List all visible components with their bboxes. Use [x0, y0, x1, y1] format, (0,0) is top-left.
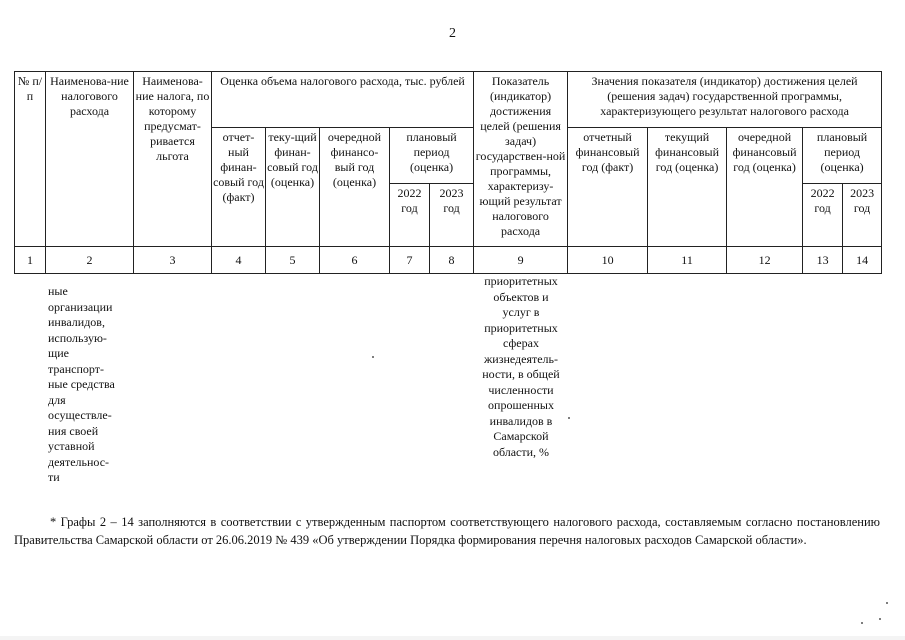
text-line: жизнедеятель-: [483, 351, 559, 366]
text-line: для: [48, 392, 66, 407]
scan-speck: [568, 417, 570, 419]
column-number: 4: [212, 247, 266, 274]
header-year-2022: 2022 год: [390, 184, 430, 247]
header-values-year-2022: 2022 год: [803, 184, 843, 247]
column-number: 8: [430, 247, 474, 274]
text-line: деятельнос-: [48, 454, 110, 469]
continuation-indicator-text: [471, 274, 571, 460]
column-number: 1: [15, 247, 46, 274]
text-line: приоритетных: [484, 274, 558, 288]
header-group-volume-estimate: Оценка объема налогового расхода, тыс. рублей: [212, 72, 474, 128]
column-number: 11: [648, 247, 727, 274]
text-line: численности: [488, 382, 554, 397]
header-values-year-2023: 2023 год: [843, 184, 882, 247]
column-number: 2: [46, 247, 134, 274]
scan-speck: [861, 622, 863, 624]
text-line: услуг в: [502, 305, 540, 319]
scan-edge: [0, 636, 905, 640]
column-number: 12: [727, 247, 803, 274]
text-line: ные средства: [48, 377, 115, 391]
header-tax-expense-name: Наименова-ние налогового расхода: [46, 72, 134, 247]
header-planned-period-values: плановый период (оценка): [803, 128, 882, 184]
text-line: объектов и: [493, 289, 549, 304]
column-number: 13: [803, 247, 843, 274]
column-number: 9: [474, 247, 568, 274]
text-line: ния своей: [48, 423, 99, 438]
continuation-tax-expense-text: [48, 284, 138, 486]
text-line: щие: [48, 346, 69, 360]
header-next-year: очередной финансо-вый год (оценка): [320, 128, 390, 247]
column-number: 3: [134, 247, 212, 274]
text-line: ности, в общей: [482, 367, 560, 381]
text-line: сферах: [503, 336, 539, 350]
text-line: приоритетных: [484, 320, 558, 335]
text-line: инвалидов в: [489, 413, 553, 428]
text-line: опрошенных: [488, 398, 554, 412]
text-line: ные: [48, 284, 68, 298]
scan-speck: [886, 602, 888, 604]
header-next-year-estimate: очередной финансовый год (оценка): [727, 128, 803, 247]
text-line: осуществле-: [48, 408, 112, 422]
column-number: 6: [320, 247, 390, 274]
column-number: 14: [843, 247, 882, 274]
header-current-year: теку-щий финан-совый год (оценка): [266, 128, 320, 247]
header-tax-name: Наименова-ние налога, по которому предусмат-ривается льгота: [134, 72, 212, 247]
text-line: транспорт-: [48, 361, 104, 376]
text-line: Самарской: [493, 429, 549, 443]
header-indicator: Показатель (индикатор) достижения целей (решения задач) государствен-ной программы, характеризу-ющий результат налогового расхода: [474, 72, 568, 247]
text-line: ти: [48, 470, 60, 484]
scan-speck: [372, 356, 374, 358]
text-line: инвалидов,: [48, 315, 105, 329]
column-number: 10: [568, 247, 648, 274]
header-group-indicator-values: Значения показателя (индикатор) достижения целей (решения задач) государственной программы, характеризующего результат налогового расхода: [568, 72, 882, 128]
tax-expense-table: [14, 71, 882, 274]
header-current-year-estimate: текущий финансовый год (оценка): [648, 128, 727, 247]
header-planned-period: плановый период (оценка): [390, 128, 474, 184]
column-number: 7: [390, 247, 430, 274]
page-number: 2: [449, 26, 456, 41]
text-line: организации: [48, 299, 113, 314]
text-line: уставной: [48, 439, 95, 453]
header-year-2023: 2023 год: [430, 184, 474, 247]
header-row-number: № п/п: [15, 72, 46, 247]
header-reporting-year-fact: отчетный финансовый год (факт): [568, 128, 648, 247]
header-reporting-year: отчет-ный финан-совый год (факт): [212, 128, 266, 247]
footnote: * Графы 2 – 14 заполняются в соответствии с утвержденным паспортом соответствующего налогового расхода, составляемым согласно постановлению Правительства Самарской области от 26.06.2019 № 439 «Об утверждении Порядка формирования перечня налоговых расходов Самарской области».: [14, 515, 880, 547]
text-line: использую-: [48, 330, 107, 345]
text-line: области, %: [492, 444, 550, 459]
column-number: 5: [266, 247, 320, 274]
scan-speck: [879, 618, 881, 620]
